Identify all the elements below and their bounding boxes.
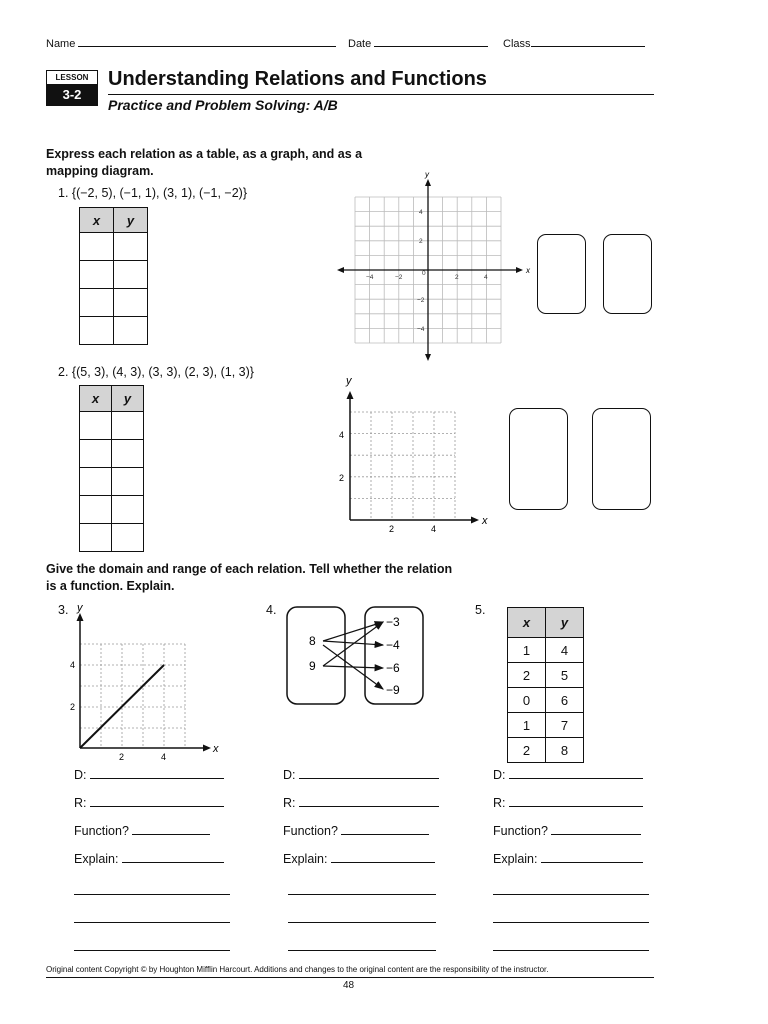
table-cell[interactable]: [112, 524, 144, 552]
table-cell[interactable]: [80, 496, 112, 524]
problem2-statement: [58, 365, 254, 379]
y-tick: 2: [419, 238, 423, 245]
section1-instruction-line2: mapping diagram.: [46, 164, 154, 178]
x-tick: 0: [422, 270, 426, 277]
table-cell: 2: [508, 738, 546, 763]
x-tick: 2: [455, 274, 459, 281]
table-cell[interactable]: [80, 440, 112, 468]
range-answer[interactable]: [493, 796, 649, 824]
problem2-mapping-range-box[interactable]: [592, 408, 651, 510]
problem1-mapping-domain-box[interactable]: [537, 234, 586, 314]
explain-line[interactable]: [74, 880, 230, 908]
x-axis-label: x: [213, 743, 219, 755]
y-axis-arrow: [425, 179, 431, 186]
x-axis-arrow: [203, 745, 211, 752]
name-field[interactable]: [46, 38, 336, 50]
problem3-number: 3.: [58, 603, 69, 617]
name-label: Name: [46, 38, 76, 50]
function-answer[interactable]: [283, 824, 439, 852]
table-cell[interactable]: [112, 468, 144, 496]
explain-line[interactable]: [493, 936, 649, 964]
y-tick: 4: [419, 209, 423, 216]
problem3-answers: [74, 768, 230, 964]
explain-line[interactable]: [74, 908, 230, 936]
x-tick: −4: [366, 274, 374, 281]
range-value: −3: [386, 615, 400, 629]
y-axis-label: y: [77, 602, 83, 614]
page-title: Understanding Relations and Functions: [108, 68, 487, 90]
domain-label: D:: [283, 768, 296, 782]
col-y-header: y: [112, 386, 144, 412]
table-cell[interactable]: [112, 496, 144, 524]
y-tick: 2: [70, 702, 76, 712]
function-answer[interactable]: [74, 824, 230, 852]
problem5-number: 5.: [475, 603, 486, 617]
table-row: [508, 713, 584, 738]
explain-line[interactable]: [283, 880, 439, 908]
y-axis-arrow-bottom: [425, 354, 431, 361]
table-row: [508, 738, 584, 763]
explain-label: Explain:: [74, 852, 119, 866]
x-tick: 4: [484, 274, 488, 281]
y-axis-label: y: [346, 375, 352, 387]
explain-line[interactable]: [493, 908, 649, 936]
table-cell[interactable]: [80, 233, 114, 261]
x-tick: 4: [161, 752, 167, 762]
table-cell: 2: [508, 663, 546, 688]
domain-value: 9: [309, 659, 316, 673]
page-number: 48: [343, 980, 355, 991]
explain-label: Explain:: [283, 852, 328, 866]
problem1-mapping-range-box[interactable]: [603, 234, 652, 314]
table-cell[interactable]: [114, 317, 148, 345]
y-tick: 4: [70, 660, 76, 670]
problem1-number: 1.: [58, 186, 69, 200]
mapping-arrow: [323, 622, 383, 641]
class-label: Class: [503, 38, 531, 50]
table-cell: 8: [546, 738, 584, 763]
table-cell[interactable]: [80, 261, 114, 289]
range-label: R:: [74, 796, 87, 810]
problem2-relation: {(5, 3), (4, 3), (3, 3), (2, 3), (1, 3)}: [71, 365, 254, 379]
explain-answer[interactable]: [74, 852, 230, 880]
section2-instruction-line1: Give the domain and range of each relation. Tell whether the relation: [46, 562, 453, 576]
explain-line[interactable]: [283, 936, 439, 964]
col-y-header: y: [114, 208, 148, 233]
function-label: Function?: [283, 824, 338, 838]
function-label: Function?: [74, 824, 129, 838]
lesson-badge: [46, 70, 98, 106]
x-axis-label: x: [482, 515, 488, 527]
problem2-gridlines: [350, 412, 455, 520]
section2-instruction-line2: is a function. Explain.: [46, 579, 175, 593]
date-field[interactable]: [348, 38, 488, 50]
y-axis-arrow: [347, 391, 354, 399]
explain-line[interactable]: [74, 936, 230, 964]
table-cell[interactable]: [114, 261, 148, 289]
explain-answer[interactable]: [283, 852, 439, 880]
domain-label: D:: [493, 768, 506, 782]
class-field[interactable]: [503, 38, 645, 50]
x-tick: 4: [431, 524, 437, 534]
table-cell[interactable]: [80, 468, 112, 496]
problem1-graph[interactable]: [335, 168, 535, 366]
lesson-number: 3-2: [47, 84, 97, 105]
problem4-number: 4.: [266, 603, 277, 617]
table-cell: 5: [546, 663, 584, 688]
explain-answer[interactable]: [493, 852, 649, 880]
table-cell[interactable]: [80, 412, 112, 440]
table-cell[interactable]: [114, 289, 148, 317]
explain-line[interactable]: [493, 880, 649, 908]
problem1-table: [79, 207, 148, 345]
table-cell: 4: [546, 638, 584, 663]
range-value: −6: [386, 661, 400, 675]
range-label: R:: [283, 796, 296, 810]
col-x-header: x: [80, 386, 112, 412]
domain-oval: [287, 607, 345, 704]
footer-rule: [46, 977, 654, 978]
function-label: Function?: [493, 824, 548, 838]
problem5-answers: [493, 768, 649, 964]
section1-instruction-line1: Express each relation as a table, as a graph, and as a: [46, 147, 363, 161]
problem1-statement: [58, 186, 247, 200]
x-tick: −2: [395, 274, 403, 281]
table-cell: 0: [508, 688, 546, 713]
range-value: −4: [386, 638, 400, 652]
function-answer[interactable]: [493, 824, 649, 852]
table-cell[interactable]: [80, 289, 114, 317]
problem2-mapping-domain-box[interactable]: [509, 408, 568, 510]
page-subtitle: Practice and Problem Solving: A/B: [108, 97, 338, 113]
range-label: R:: [493, 796, 506, 810]
problem5-table: [507, 607, 584, 763]
table-cell[interactable]: [80, 317, 114, 345]
y-tick: −4: [417, 326, 425, 333]
range-value: −9: [386, 683, 400, 697]
problem2-number: 2.: [58, 365, 69, 379]
y-tick: 2: [339, 473, 345, 483]
problem4-mapping-diagram: [283, 603, 428, 707]
section1-instruction: [46, 146, 362, 180]
x-axis-arrow: [516, 267, 523, 273]
problem1-relation: {(−2, 5), (−1, 1), (3, 1), (−1, −2)}: [71, 186, 248, 200]
table-cell[interactable]: [112, 412, 144, 440]
problem4-answers: [283, 768, 439, 964]
mapping-arrows: [323, 622, 383, 689]
table-cell: 7: [546, 713, 584, 738]
table-cell: 6: [546, 688, 584, 713]
domain-answer[interactable]: [74, 768, 230, 796]
table-cell[interactable]: [80, 524, 112, 552]
x-tick: 2: [119, 752, 125, 762]
range-answer[interactable]: [283, 796, 439, 824]
explain-label: Explain:: [493, 852, 538, 866]
table-row: [508, 688, 584, 713]
table-row: [508, 663, 584, 688]
y-tick: −2: [417, 297, 425, 304]
domain-value: 8: [309, 634, 316, 648]
table-cell: 1: [508, 713, 546, 738]
date-label: Date: [348, 38, 372, 50]
y-tick: 4: [339, 430, 345, 440]
title-rule: [108, 94, 654, 95]
x-axis-arrow-left: [337, 267, 344, 273]
domain-answer[interactable]: [493, 768, 649, 796]
lesson-word: LESSON: [55, 73, 89, 82]
table-cell: 1: [508, 638, 546, 663]
copyright-notice: Original content Copyright © by Houghton Mifflin Harcourt. Additions and changes to the original content are the responsibility of the instructor.: [46, 965, 549, 974]
table-row: [508, 638, 584, 663]
col-x-header: x: [80, 208, 114, 233]
y-axis-arrow: [77, 613, 84, 621]
col-x-header: x: [508, 608, 546, 638]
problem2-table: [79, 385, 144, 552]
x-tick: 2: [389, 524, 395, 534]
section2-instruction: [46, 561, 452, 595]
domain-answer[interactable]: [283, 768, 439, 796]
y-axis-label: y: [425, 170, 429, 179]
table-cell[interactable]: [112, 440, 144, 468]
x-axis-arrow: [471, 517, 479, 524]
explain-line[interactable]: [283, 908, 439, 936]
table-cell[interactable]: [114, 233, 148, 261]
x-axis-label: x: [526, 266, 530, 275]
problem2-graph[interactable]: [335, 368, 500, 538]
col-y-header: y: [546, 608, 584, 638]
domain-label: D:: [74, 768, 87, 782]
range-answer[interactable]: [74, 796, 230, 824]
problem3-graph: [64, 598, 229, 764]
mapping-arrow: [323, 645, 383, 689]
